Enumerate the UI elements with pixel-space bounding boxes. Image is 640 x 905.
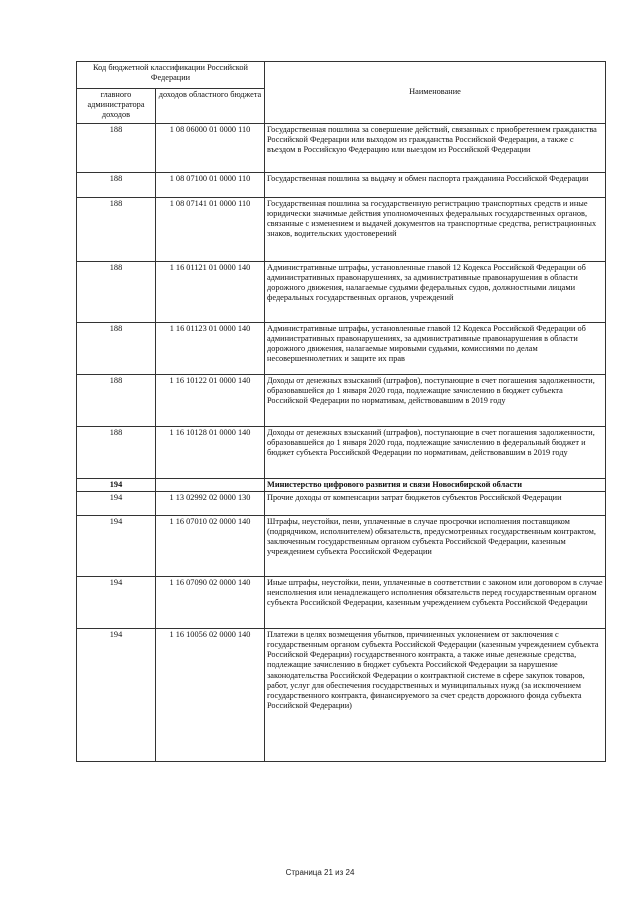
table-row — [77, 427, 606, 479]
revenue-code-cell: 1 16 01123 01 0000 140 — [156, 323, 265, 375]
admin-code-cell: 188 — [77, 375, 156, 427]
table-row — [77, 173, 606, 198]
revenue-code-cell: 1 16 07090 02 0000 140 — [156, 577, 265, 629]
revenue-code-cell: 1 08 07100 01 0000 110 — [156, 173, 265, 198]
admin-code-cell: 188 — [77, 173, 156, 198]
table-row — [77, 124, 606, 173]
ministry-name-cell: Министерство цифрового развития и связи Новосибирской области — [265, 479, 606, 492]
table-row — [77, 262, 606, 323]
admin-code-cell: 188 — [77, 427, 156, 479]
revenue-code-cell: 1 16 10128 01 0000 140 — [156, 427, 265, 479]
table-row — [77, 375, 606, 427]
description-cell: Государственная пошлина за совершение действий, связанных с приобретением гражданства Российской Федерации или выходом из гражданства Российской Федерации, а также с въездом в Российскую Федерацию или выездом из Российской Федерации — [265, 124, 606, 173]
table-section-row — [77, 479, 606, 492]
description-cell: Прочие доходы от компенсации затрат бюджетов субъектов Российской Федерации — [265, 492, 606, 516]
table-row — [77, 516, 606, 577]
revenue-code-cell: 1 16 01121 01 0000 140 — [156, 262, 265, 323]
description-cell: Иные штрафы, неустойки, пени, уплаченные в соответствии с законом или договором в случае неисполнения или ненадлежащего исполнения обязательств перед государственным органом субъекта Российской Федерации, казенным учреждением субъекта Российской Федерации — [265, 577, 606, 629]
admin-code-cell: 194 — [77, 516, 156, 577]
description-cell: Доходы от денежных взысканий (штрафов), поступающие в счет погашения задолженности, образовавшейся до 1 января 2020 года, подлежащие зачислению в бюджет субъекта Российской Федерации по нормативам, действовавшим в 2019 году — [265, 375, 606, 427]
admin-code-cell: 194 — [77, 479, 156, 492]
header-classification-code: Код бюджетной классификации Российской Федерации — [77, 62, 265, 89]
budget-code-table — [76, 61, 606, 762]
revenue-code-cell: 1 16 07010 02 0000 140 — [156, 516, 265, 577]
description-cell: Административные штрафы, установленные главой 12 Кодекса Российской Федерации об административных правонарушениях, за административные правонарушения в области дорожного движения, налагаемые судьями федеральных судов, должностными лицами федеральных государственных органов, учреждений — [265, 262, 606, 323]
admin-code-cell: 188 — [77, 262, 156, 323]
revenue-code-cell: 1 13 02992 02 0000 130 — [156, 492, 265, 516]
table-row — [77, 323, 606, 375]
description-cell: Государственная пошлина за выдачу и обмен паспорта гражданина Российской Федерации — [265, 173, 606, 198]
description-cell: Штрафы, неустойки, пени, уплаченные в случае просрочки исполнения поставщиком (подрядчиком, исполнителем) обязательств, предусмотренных государственным контрактом, заключенным государственным органом субъекта Российской Федерации, казенным учреждением субъекта Российской Федерации — [265, 516, 606, 577]
admin-code-cell: 188 — [77, 323, 156, 375]
table-row — [77, 492, 606, 516]
header-admin-code: главного администратора доходов — [77, 89, 156, 124]
revenue-code-cell: 1 16 10056 02 0000 140 — [156, 629, 265, 762]
description-cell: Платежи в целях возмещения убытков, причиненных уклонением от заключения с государственным органом субъекта Российской Федерации (казенным учреждением субъекта Российской Федерации) государственного контракта, а также иные денежные средства, подлежащие зачислению в бюджет субъекта Российской Федерации за нарушение законодательства Российской Федерации о контрактной системе в сфере закупок товаров, работ, услуг для обеспечения государственных и муниципальных нужд (за исключением государственного контракта, финансируемого за счет средств дорожного фонда субъекта Российской Федерации) — [265, 629, 606, 762]
header-revenue-code: доходов областного бюджета — [156, 89, 265, 124]
table-row — [77, 629, 606, 762]
admin-code-cell: 188 — [77, 124, 156, 173]
admin-code-cell: 194 — [77, 577, 156, 629]
admin-code-cell: 194 — [77, 629, 156, 762]
description-cell: Доходы от денежных взысканий (штрафов), поступающие в счет погашения задолженности, образовавшейся до 1 января 2020 года, подлежащие зачислению в федеральный бюджет и бюджет субъекта Российской Федерации по нормативам, действовавшим в 2019 году — [265, 427, 606, 479]
table-body — [77, 124, 606, 762]
revenue-code-cell: 1 08 07141 01 0000 110 — [156, 198, 265, 262]
revenue-code-cell: 1 08 06000 01 0000 110 — [156, 124, 265, 173]
page-number: Страница 21 из 24 — [285, 868, 355, 877]
admin-code-cell: 194 — [77, 492, 156, 516]
revenue-code-cell — [156, 479, 265, 492]
table-row — [77, 577, 606, 629]
description-cell: Административные штрафы, установленные главой 12 Кодекса Российской Федерации об административных правонарушениях, за административные правонарушения в области дорожного движения, налагаемые мировыми судьями, комиссиями по делам несовершеннолетних и защите их прав — [265, 323, 606, 375]
table-row — [77, 198, 606, 262]
description-cell: Государственная пошлина за государственную регистрацию транспортных средств и иные юридически значимые действия уполномоченных федеральных государственных органов, связанные с изменением и выдачей документов на транспортные средства, регистрационных знаков, водительских удостоверений — [265, 198, 606, 262]
header-name: Наименование — [265, 62, 606, 124]
admin-code-cell: 188 — [77, 198, 156, 262]
table-header-row-1 — [77, 62, 606, 89]
revenue-code-cell: 1 16 10122 01 0000 140 — [156, 375, 265, 427]
